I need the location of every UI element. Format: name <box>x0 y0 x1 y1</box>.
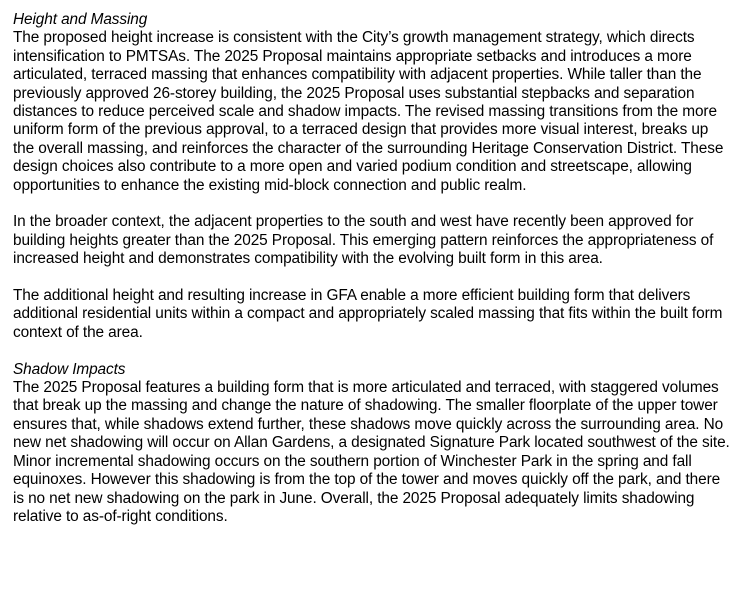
section-height-and-massing <box>13 11 733 342</box>
section-shadow-impacts <box>13 361 733 527</box>
paragraph-gap <box>13 195 733 213</box>
section-heading-shadow-impacts <box>13 361 733 379</box>
heading-text: Height and Massing <box>13 11 148 28</box>
section-heading-height-massing <box>13 11 733 29</box>
paragraph-gap <box>13 269 733 287</box>
paragraph-height-massing-1: The proposed height increase is consistent with the City’s growth management strategy, which directs intensification to PMTSAs. The 2025 Proposal maintains appropriate setbacks and introduces a more articulated, terraced massing that enhances compatibility with adjacent properties. While taller than the previously approved 26-storey building, the 2025 Proposal uses substantial stepbacks and separation distances to reduce perceived scale and shadow impacts. The revised massing transitions from the more uniform form of the previous approval, to a terraced design that provides more visual interest, breaks up the overall massing, and reinforces the character of the surrounding Heritage Conservation District. These design choices also contribute to a more open and varied podium condition and streetscape, allowing opportunities to enhance the existing mid-block connection and public realm. <box>13 29 724 194</box>
paragraph-height-massing-2: In the broader context, the adjacent properties to the south and west have recently been approved for building heights greater than the 2025 Proposal. This emerging pattern reinforces the appropriateness of increased height and demonstrates compatibility with the evolving built form in this area. <box>13 213 714 268</box>
paragraph-shadow-impacts-1: The 2025 Proposal features a building form that is more articulated and terraced, with staggered volumes that break up the massing and change the nature of shadowing. The smaller floorplate of the upper tower ensures that, while shadows extend further, these shadows move quickly across the surrounding area. No new net shadowing will occur on Allan Gardens, a designated Signature Park located southwest of the site. Minor incremental shadowing occurs on the southern portion of Winchester Park in the spring and fall equinoxes. However this shadowing is from the top of the tower and moves quickly off the park, and there is no net new shadowing on the park in June. Overall, the 2025 Proposal adequately limits shadowing relative to as-of-right conditions. <box>13 379 730 525</box>
document-page <box>13 11 733 526</box>
heading-text: Shadow Impacts <box>13 360 126 378</box>
paragraph-height-massing-3: The additional height and resulting increase in GFA enable a more efficient building form that delivers additional residential units within a compact and appropriately scaled massing that fits within the built form context of the area. <box>13 287 723 341</box>
section-gap <box>13 342 733 360</box>
